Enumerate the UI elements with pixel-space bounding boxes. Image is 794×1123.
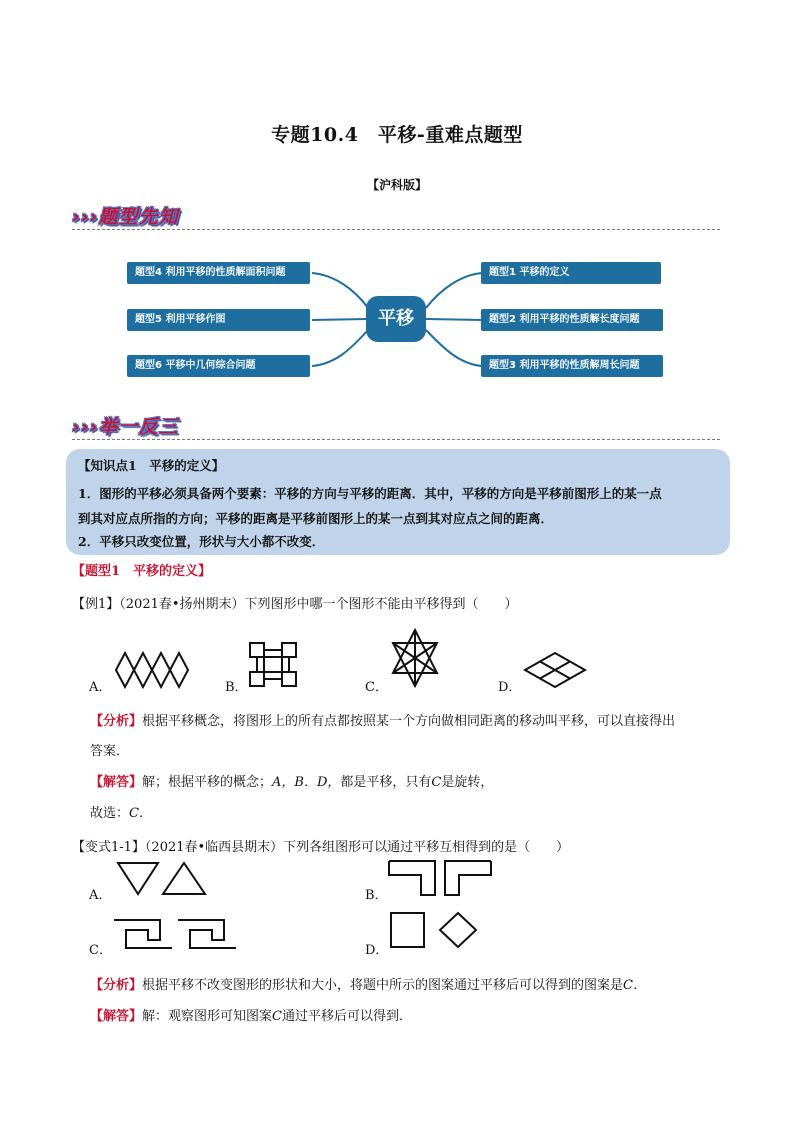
variant1-analysis	[90, 974, 646, 993]
variant-figure-b-l-shapes	[387, 858, 493, 898]
variant-figure-a-triangles	[114, 860, 208, 898]
example1-option-b: B．	[225, 680, 248, 695]
answer-text-c: 都是平移，只有	[340, 775, 432, 790]
figure-a-rhombus-chain	[115, 650, 193, 690]
divider	[72, 439, 720, 440]
example1-analysis-cont: 答案．	[90, 744, 130, 759]
choice-value: C．	[129, 806, 152, 821]
connector-left-top	[312, 273, 368, 308]
knowledge-line-1: 1．图形的平移必须具备两个要素：平移的方向与平移的距离．其中，平移的方向是平移前图形上的某一点	[78, 486, 662, 501]
answer-text-b: A，B．D，	[272, 775, 341, 790]
analysis-tag: 【分析】	[90, 714, 143, 729]
variant1-option-a: A．	[89, 888, 112, 903]
example1-choice	[90, 802, 152, 821]
answer-text-e: 是旋转，	[441, 775, 494, 790]
type1-label: 【题型1 平移的定义】	[72, 564, 212, 579]
answer-text-a: 解；根据平移的概念；	[142, 775, 273, 790]
knowledge-line-3: 2．平移只改变位置，形状与大小都不改变．	[78, 534, 325, 549]
answer-text-c: 通过平移后可以得到．	[281, 1009, 412, 1024]
section-practice-title: 举一反三	[98, 416, 179, 438]
knowledge-title: 【知识点1 平移的定义】	[78, 458, 225, 473]
mindmap-node-type1: 题型1 平移的定义	[481, 262, 661, 284]
analysis-text: 根据平移不改变图形的形状和大小，将题中所示的图案通过平移后可以得到的图案是	[142, 978, 624, 993]
mindmap-node-type2: 题型2 利用平移的性质解长度问题	[481, 309, 663, 331]
analysis-answer: C．	[623, 978, 646, 993]
answer-tag: 【解答】	[90, 775, 143, 790]
banner-arrows-icon: ›››	[72, 206, 99, 228]
variant1-option-d: D．	[365, 943, 389, 958]
analysis-tag: 【分析】	[90, 978, 143, 993]
variant1-question: 【变式1-1】（2021春•临西县期末）下列各组图形可以通过平移互相得到的是（ ）	[72, 840, 570, 855]
connector-right-bottom	[426, 330, 482, 366]
variant1-option-c: C．	[89, 943, 112, 958]
mindmap-node-type5: 题型5 利用平移作图	[127, 309, 310, 331]
mindmap-center: 平移	[366, 296, 426, 342]
variant-figure-c-hooks	[112, 916, 238, 952]
example1-answer	[90, 771, 493, 790]
section-overview-title: 题型先知	[98, 206, 179, 228]
connector-right-mid	[426, 319, 482, 320]
variant-figure-d-square-diamond	[388, 910, 480, 950]
example1-option-a: A．	[89, 680, 112, 695]
answer-text-a: 解：观察图形可知图案	[142, 1009, 273, 1024]
section-banner-practice	[72, 412, 179, 439]
figure-c-star	[386, 628, 444, 688]
example1-option-d: D．	[498, 680, 522, 695]
figure-d-rhombus-grid	[523, 651, 587, 689]
example1-option-c: C．	[365, 680, 388, 695]
mindmap-node-type6: 题型6 平移中几何综合问题	[127, 355, 310, 377]
choice-label: 故选：	[90, 806, 130, 821]
variant1-answer	[90, 1005, 412, 1024]
example1-analysis	[90, 710, 675, 729]
page-title: 专题10.4 平移-重难点题型	[271, 124, 523, 146]
figure-b-squares	[248, 641, 300, 689]
answer-text-b: C	[272, 1009, 282, 1024]
banner-arrows-icon: ›››	[72, 416, 99, 438]
example1-question: 【例1】（2021春•扬州期末）下列图形中哪一个图形不能由平移得到（ ）	[72, 597, 518, 612]
connector-right-top	[426, 273, 482, 308]
knowledge-line-2: 到其对应点所指的方向；平移的距离是平移前图形上的某一点到其对应点之间的距离．	[78, 511, 554, 526]
connector-left-bottom	[312, 330, 368, 366]
mindmap-node-type3: 题型3 利用平移的性质解周长问题	[481, 355, 663, 377]
analysis-text: 根据平移概念，将图形上的所有点都按照某一个方向做相同距离的移动叫平移，可以直接得出	[142, 714, 676, 729]
connector-left-mid	[312, 319, 368, 320]
variant1-option-b: B．	[365, 888, 388, 903]
edition-label: 【沪科版】	[366, 178, 427, 192]
answer-text-d: C	[431, 775, 442, 790]
mindmap-node-type4: 题型4 利用平移的性质解面积问题	[127, 262, 310, 284]
answer-tag: 【解答】	[90, 1009, 143, 1024]
